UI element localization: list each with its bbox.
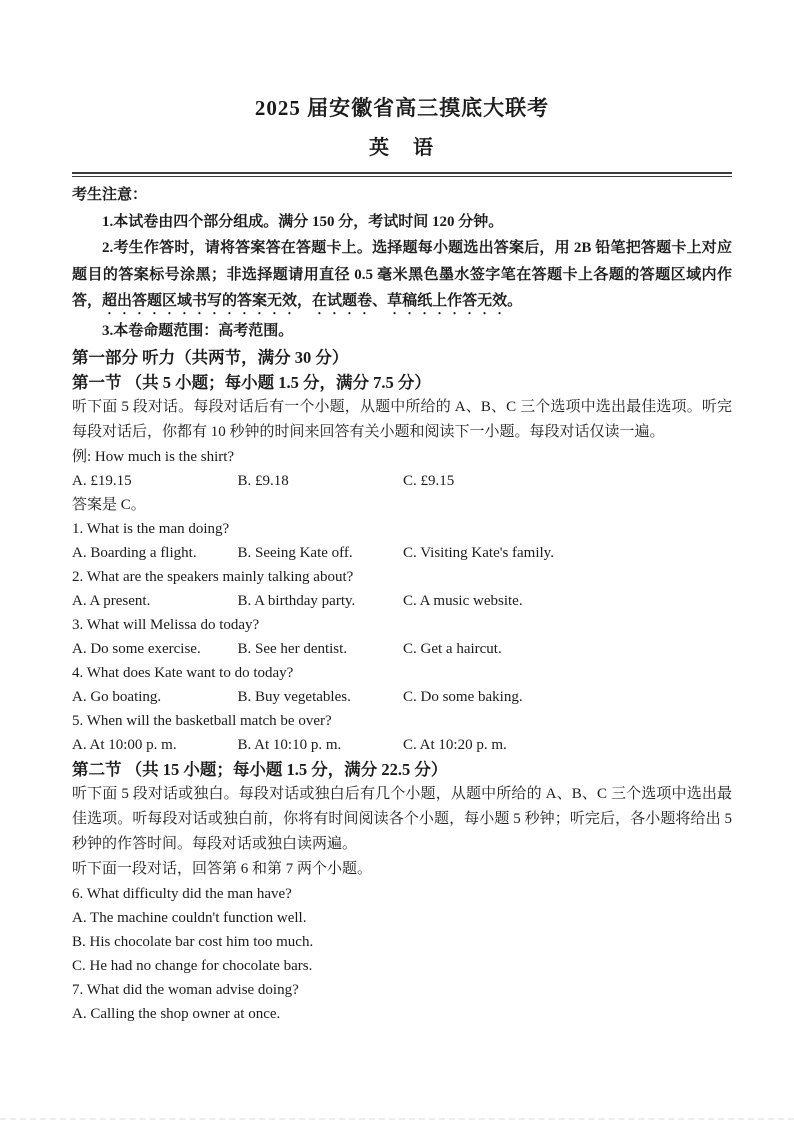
question-block-5 xyxy=(72,709,732,757)
question-1-option-c: C. Visiting Kate's family. xyxy=(403,544,554,561)
notice-heading: 考生注意： xyxy=(72,187,148,203)
example-option-b: B. £9.18 xyxy=(237,472,289,489)
question-2-option-b: B. A birthday party. xyxy=(237,592,356,609)
question-2-stem: 2. What are the speakers mainly talking about? xyxy=(72,568,354,585)
question-6-option-a: A. The machine couldn't function well. xyxy=(72,909,307,926)
section1-heading: 第一节 （共 5 小题；每小题 1.5 分，满分 7.5 分） xyxy=(72,372,431,392)
question-1-stem: 1. What is the man doing? xyxy=(72,520,230,537)
notice-item-2-sep-2: 、 xyxy=(372,293,388,309)
question-6-option-c: C. He had no change for chocolate bars. xyxy=(72,957,313,974)
section2-instructions: 听下面 5 段对话或独白。每段对话或独白后有几个小题，从题中所给的 A、B、C 三个选项中选出最佳选项。听每段对话或独白前，你将有时间阅读各个小题，每小题 5 秒钟；听完后，各小题将给出 5 秒钟的作答时间。每段对话或独白读两遍。 xyxy=(72,785,732,852)
exam-subject: 英 语 xyxy=(369,137,435,159)
question-3-option-c: C. Get a haircut. xyxy=(403,640,502,657)
notice-item-2-emphasis-1: 超出答题区域书写的答案无效 xyxy=(102,293,298,309)
section2-dialogue-intro: 听下面一段对话，回答第 6 和第 7 两个小题。 xyxy=(72,860,373,877)
notice-item-2-emphasis-3: 草稿纸上作答无效 xyxy=(387,293,508,309)
notice-item-2-end: 。 xyxy=(507,293,523,309)
page-bottom-edge xyxy=(0,1118,794,1120)
question-3-stem: 3. What will Melissa do today? xyxy=(72,616,260,633)
notice-item-1: 1.本试卷由四个部分组成。满分 150 分，考试时间 120 分钟。 xyxy=(102,213,504,230)
question-6-option-b: B. His chocolate bar cost him too much. xyxy=(72,933,314,950)
notice-item-2 xyxy=(72,235,732,318)
question-1-option-b: B. Seeing Kate off. xyxy=(237,544,353,561)
question-3-option-a: A. Do some exercise. xyxy=(72,640,201,657)
question-block-7 xyxy=(72,978,732,1026)
question-1-option-a: A. Boarding a flight. xyxy=(72,544,197,561)
question-1-options xyxy=(72,541,732,565)
notice-item-2-emphasis-2: 在试题卷 xyxy=(312,293,373,309)
question-4-option-c: C. Do some baking. xyxy=(403,688,523,705)
question-5-option-b: B. At 10:10 p. m. xyxy=(237,736,342,753)
question-block-4 xyxy=(72,661,732,709)
example-option-a: A. £19.15 xyxy=(72,472,132,489)
notice-item-2-text: 2.考生作答时，请将答案答在答题卡上。选择题每小题选出答案后，用 2B 铅笔把答题卡上对应题目的答案标号涂黑；非选择题请用直径 0.5 毫米黑色墨水签字笔在答题卡上各题的答题区域内作答， xyxy=(72,240,732,309)
question-6-stem: 6. What difficulty did the man have? xyxy=(72,885,292,902)
question-7-option-a: A. Calling the shop owner at once. xyxy=(72,1005,281,1022)
section2-heading: 第二节 （共 15 小题；每小题 1.5 分，满分 22.5 分） xyxy=(72,759,448,779)
header-double-rule xyxy=(72,172,732,177)
question-5-stem: 5. When will the basketball match be over? xyxy=(72,712,332,729)
part1-heading: 第一部分 听力（共两节，满分 30 分） xyxy=(72,347,349,367)
question-5-options xyxy=(72,733,732,757)
question-4-stem: 4. What does Kate want to do today? xyxy=(72,664,294,681)
question-2-option-c: C. A music website. xyxy=(403,592,523,609)
notice-item-2-sep-1: ， xyxy=(297,293,313,309)
question-4-option-b: B. Buy vegetables. xyxy=(237,688,351,705)
question-block-3 xyxy=(72,613,732,661)
question-block-6 xyxy=(72,882,732,978)
question-5-option-c: C. At 10:20 p. m. xyxy=(403,736,507,753)
question-4-option-a: A. Go boating. xyxy=(72,688,162,705)
question-block-2 xyxy=(72,565,732,613)
question-5-option-a: A. At 10:00 p. m. xyxy=(72,736,177,753)
question-3-option-b: B. See her dentist. xyxy=(237,640,348,657)
example-option-c: C. £9.15 xyxy=(403,472,455,489)
question-7-stem: 7. What did the woman advise doing? xyxy=(72,981,299,998)
question-3-options xyxy=(72,637,732,661)
exam-title: 2025 届安徽省高三摸底大联考 xyxy=(254,96,550,120)
question-4-options xyxy=(72,685,732,709)
example-answer: 答案是 C。 xyxy=(72,496,146,513)
question-2-option-a: A. A present. xyxy=(72,592,151,609)
example-stem: 例: How much is the shirt? xyxy=(72,448,235,465)
section1-instructions: 听下面 5 段对话。每段对话后有一个小题，从题中所给的 A、B、C 三个选项中选出最佳选项。听完每段对话后，你都有 10 秒钟的时间来回答有关小题和阅读下一小题。每段对话仅读一遍。 xyxy=(72,398,732,440)
example-options xyxy=(72,469,732,493)
notice-item-3: 3.本卷命题范围：高考范围。 xyxy=(102,323,294,339)
question-block-1 xyxy=(72,517,732,565)
example-block xyxy=(72,445,732,517)
question-2-options xyxy=(72,589,732,613)
notice-block xyxy=(72,182,732,345)
